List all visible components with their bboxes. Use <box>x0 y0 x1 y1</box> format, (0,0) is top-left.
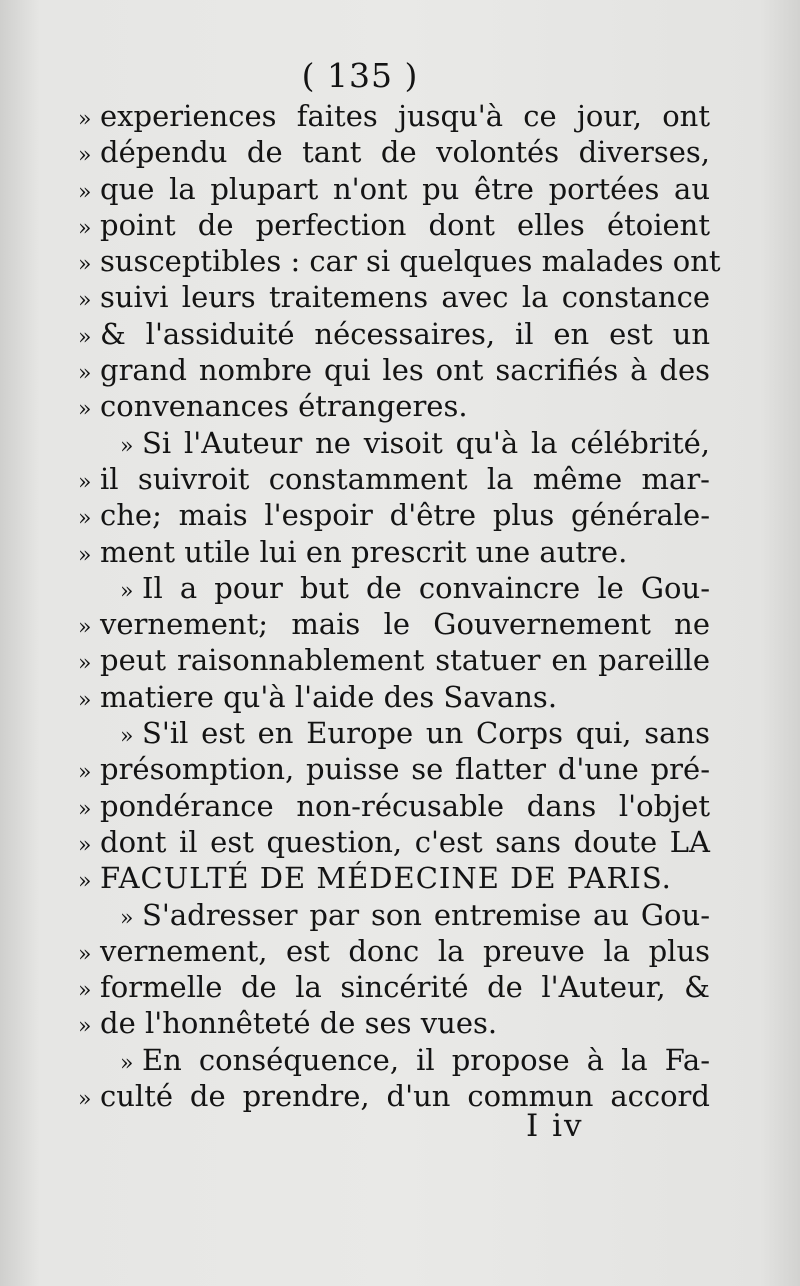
text-line: » culté de prendre, d'un commun accord <box>78 1079 710 1114</box>
text-line: » formelle de la sincérité de l'Auteur, & <box>78 970 710 1005</box>
text-line: » vernement, est donc la preuve la plus <box>78 933 710 968</box>
text-line: » présomption, puisse se flatter d'une pré- <box>78 752 710 787</box>
text-line: » suivi leurs traitemens avec la constance <box>78 280 710 315</box>
text-line: » S'il est en Europe un Corps qui, sans <box>120 716 710 751</box>
text-line: » En conséquence, il propose à la Fa- <box>120 1042 710 1077</box>
text-line: » peut raisonnablement statuer en pareille <box>78 643 710 678</box>
text-line: » FACULTÉ DE MÉDECINE DE PARIS. <box>78 861 672 896</box>
page-number: ( 135 ) <box>301 56 419 95</box>
text-line: » experiences faites jusqu'à ce jour, ont <box>78 99 710 133</box>
text-line: » ment utile lui en prescrit une autre. <box>78 534 628 569</box>
signature-mark: I iv <box>526 1108 584 1144</box>
text-line: » S'adresser par son entremise au Gou- <box>120 897 710 932</box>
text-line: » dépendu de tant de volontés diverses, <box>78 135 710 170</box>
text-line: » convenances étrangeres. <box>78 389 468 424</box>
text-line: » dont il est question, c'est sans doute LA <box>78 824 710 859</box>
text-line: » Il a pour but de convaincre le Gou- <box>120 570 710 605</box>
text-line: » susceptibles : car si quelques malades ont <box>78 244 721 279</box>
text-line: » matiere qu'à l'aide des Savans. <box>78 679 558 714</box>
text-line: » de l'honnêteté de ses vues. <box>78 1006 498 1041</box>
text-line: » che; mais l'espoir d'être plus générale- <box>78 498 710 533</box>
text-line: » & l'assiduité nécessaires, il en est un <box>78 316 710 351</box>
text-line: » grand nombre qui les ont sacrifiés à des <box>78 353 710 388</box>
body-text <box>78 98 721 1114</box>
text-line: » vernement; mais le Gouvernement ne <box>78 607 710 642</box>
text-line: » Si l'Auteur ne visoit qu'à la célébrité, <box>120 425 710 460</box>
text-line: » point de perfection dont elles étoient <box>78 207 710 242</box>
text-line: » que la plupart n'ont pu être portées au <box>78 171 710 206</box>
text-line: » pondérance non-récusable dans l'objet <box>78 788 710 823</box>
text-line: » il suivroit constamment la même mar- <box>78 461 710 496</box>
